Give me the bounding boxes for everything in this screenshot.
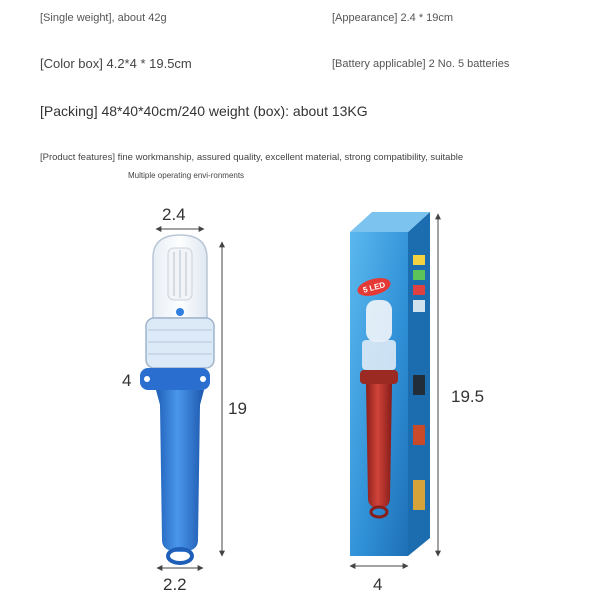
color-box-image [350,212,430,556]
light-bottom-width-label: 2.2 [163,575,187,594]
light-head-width-label: 4 [122,371,132,390]
fishing-light-image [140,235,214,563]
product-features-continued: Multiple operating envi-ronments [128,171,245,180]
battery-spec: [Battery applicable] 2 No. 5 batteries [332,58,510,70]
box-height-label: 19.5 [451,387,485,406]
box-led-badge: 5 LED [362,280,387,295]
light-top-width-label: 2.4 [162,205,186,224]
color-box-spec: [Color box] 4.2*4 * 19.5cm [40,56,192,71]
packing-spec: [Packing] 48*40*40cm/240 weight (box): about 13KG [40,103,368,119]
single-weight-spec: [Single weight], about 42g [40,12,167,24]
appearance-spec: [Appearance] 2.4 * 19cm [332,12,454,24]
light-length-label: 19 [228,399,247,418]
product-features-text: [Product features] fine workmanship, assured quality, excellent material, strong compatibility, suitable [40,152,464,163]
box-width-label: 4 [373,575,383,594]
